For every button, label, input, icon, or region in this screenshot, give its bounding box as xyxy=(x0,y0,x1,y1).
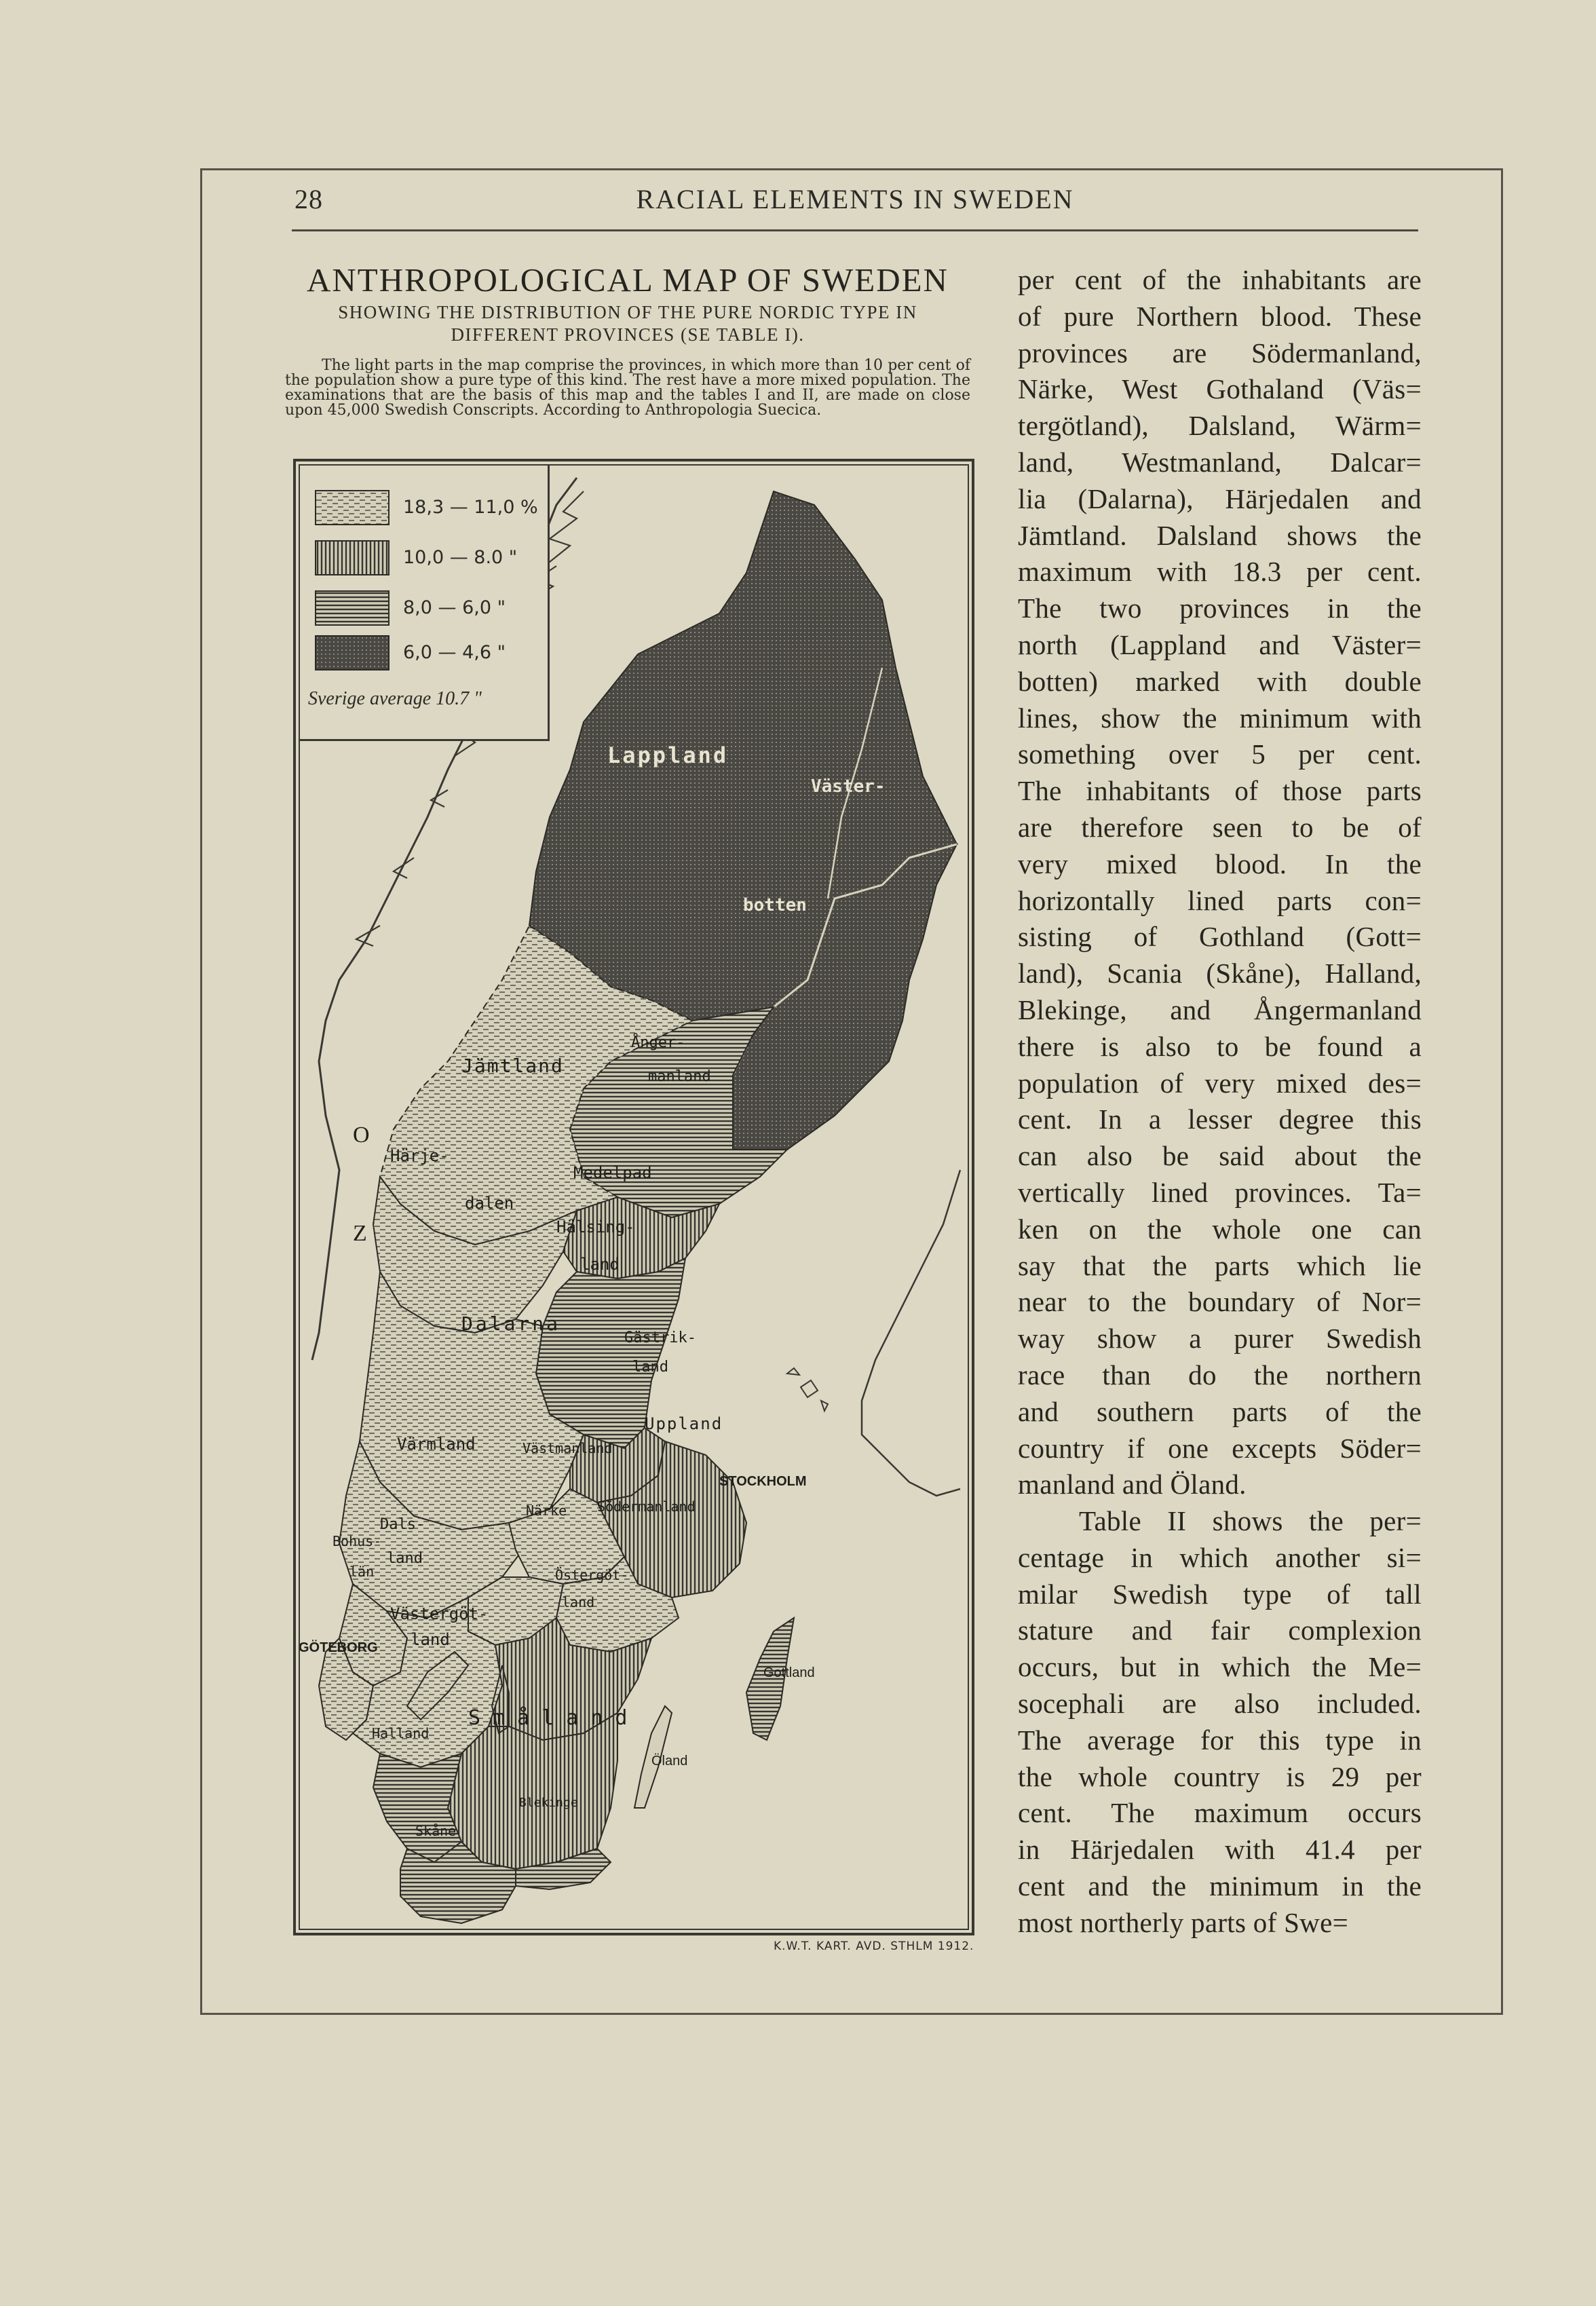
body-line: horizontally lined parts con= xyxy=(1018,884,1422,916)
label-lappland: Lappland xyxy=(607,742,729,768)
label-angerman-1: Ånger- xyxy=(631,1034,685,1051)
body-line: sisting of Gothland (Gott= xyxy=(1018,921,1422,953)
body-line: socephali are also included. xyxy=(1018,1688,1422,1720)
body-line: most northerly parts of Swe= xyxy=(1018,1906,1349,1938)
label-halsing: Hälsing- xyxy=(556,1217,635,1236)
label-stockholm: STOCKHOLM xyxy=(719,1474,807,1489)
label-gastrik: Gästrik- xyxy=(624,1329,696,1346)
body-line: lines, show the minimum with xyxy=(1018,702,1422,734)
body-line: cent and the minimum in the xyxy=(1018,1870,1422,1902)
body-line: lia (Dalarna), Härjedalen and xyxy=(1018,483,1422,514)
legend-label-1: 18,3 — 11,0 % xyxy=(403,497,538,518)
body-line: Table II shows the per= xyxy=(1079,1505,1422,1537)
map-note-text: The light parts in the map comprise the provinces, in which more than 10 per cent of the population show a pure type of this kind. The rest have a more mixed population. The examinations that are the basis of this map and the tables I and II, are made on close upon 45,000 Swedish Conscripts. According to Anthropologia Suecica. xyxy=(285,357,970,419)
legend-label-4: 6,0 — 4,6 " xyxy=(403,642,506,663)
frame-top-rule xyxy=(200,168,1503,170)
label-gottland: Gottland xyxy=(763,1665,815,1680)
label-blekinge: Blekinge xyxy=(519,1796,578,1810)
label-dals-land: land xyxy=(387,1550,423,1567)
label-gastrik-land: land xyxy=(632,1359,668,1376)
body-line: manland and Öland. xyxy=(1018,1469,1247,1500)
label-bohus-lan: län xyxy=(349,1564,375,1580)
body-line: occurs, but in which the Me= xyxy=(1018,1651,1422,1683)
body-line: say that the parts which lie xyxy=(1018,1249,1422,1281)
body-line: land, Westmanland, Dalcar= xyxy=(1018,446,1422,478)
label-sodermanland: Södermanland xyxy=(597,1498,696,1515)
label-narke: Närke xyxy=(526,1502,567,1519)
body-line: botten) marked with double xyxy=(1018,665,1422,697)
body-line: can also be said about the xyxy=(1018,1140,1422,1172)
label-smaland: Småland xyxy=(468,1706,640,1730)
body-line: Blekinge, and Ångermanland xyxy=(1018,994,1422,1025)
label-harje: Härje- xyxy=(390,1146,449,1165)
frame-bottom-rule xyxy=(200,2013,1503,2015)
body-line: there is also to be found a xyxy=(1018,1030,1422,1062)
label-halland: Halland xyxy=(372,1725,430,1741)
body-line: race than do the northern xyxy=(1018,1359,1422,1391)
body-line: stature and fair complexion xyxy=(1018,1614,1422,1646)
label-uppland: Uppland xyxy=(645,1414,723,1433)
body-line: in Härjedalen with 41.4 per xyxy=(1018,1834,1422,1866)
body-line: tergötland), Dalsland, Wärm= xyxy=(1018,410,1422,442)
body-line: near to the boundary of Nor= xyxy=(1018,1286,1422,1318)
body-line: milar Swedish type of tall xyxy=(1018,1578,1422,1610)
body-line: Närke, West Gothaland (Väs= xyxy=(1018,373,1422,405)
body-line: north (Lappland and Väster= xyxy=(1018,628,1422,660)
body-text xyxy=(1018,262,1422,1942)
map-subtitle xyxy=(285,301,970,346)
body-line: country if one excepts Söder= xyxy=(1018,1432,1422,1464)
label-botten: botten xyxy=(743,895,807,915)
body-line: per cent of the inhabitants are xyxy=(1018,264,1422,295)
label-ostergot-land: land xyxy=(562,1594,595,1610)
label-skane: Skåne xyxy=(415,1823,457,1839)
body-line: The two provinces in the xyxy=(1018,592,1422,624)
map-frame-inner xyxy=(299,464,969,1930)
page-header xyxy=(292,182,1418,231)
sea-letter-o: O xyxy=(353,1122,370,1148)
body-line: are therefore seen to be of xyxy=(1018,811,1422,843)
body-line: centage in which another si= xyxy=(1018,1541,1422,1573)
sea-letter-z: Z xyxy=(353,1221,367,1246)
body-line: The inhabitants of those parts xyxy=(1018,775,1422,807)
body-line: Jämtland. Dalsland shows the xyxy=(1018,519,1422,551)
label-angerman-2: manland xyxy=(648,1068,711,1085)
label-vaster: Väster- xyxy=(811,776,886,797)
legend-label-2: 10,0 — 8.0 " xyxy=(403,547,518,568)
legend-average: Sverige average 10.7 " xyxy=(308,688,482,709)
label-jamtland: Jämtland xyxy=(461,1055,564,1077)
body-line: the whole country is 29 per xyxy=(1018,1760,1422,1792)
label-vastergot: Västergöt- xyxy=(390,1604,489,1623)
body-line: of pure Northern blood. These xyxy=(1018,300,1422,332)
legend-label-3: 8,0 — 6,0 " xyxy=(403,597,506,618)
body-line: something over 5 per cent. xyxy=(1018,738,1422,770)
page-number: 28 xyxy=(294,184,323,214)
label-dalen: dalen xyxy=(465,1194,514,1213)
body-line: land), Scania (Skåne), Halland, xyxy=(1018,958,1422,989)
label-dals: Dals- xyxy=(380,1516,425,1533)
label-vastmanland: Västmanland xyxy=(522,1440,613,1456)
body-line: maximum with 18.3 per cent. xyxy=(1018,556,1422,588)
map-note xyxy=(285,358,970,418)
map-credit: K.W.T. KART. AVD. STHLM 1912. xyxy=(774,1940,974,1953)
body-line: vertically lined provinces. Ta= xyxy=(1018,1176,1422,1208)
body-line: provinces are Södermanland, xyxy=(1018,337,1422,368)
body-line: and southern parts of the xyxy=(1018,1395,1422,1427)
body-line: very mixed blood. In the xyxy=(1018,848,1422,880)
body-line: population of very mixed des= xyxy=(1018,1067,1422,1099)
running-head: RACIAL ELEMENTS IN SWEDEN xyxy=(636,184,1074,214)
map-title: ANTHROPOLOGICAL MAP OF SWEDEN xyxy=(307,261,949,299)
body-line: cent. The maximum occurs xyxy=(1018,1797,1422,1829)
map-subtitle-line-1: SHOWING THE DISTRIBUTION OF THE PURE NORDIC TYPE IN xyxy=(338,302,917,322)
body-line: cent. In a lesser degree this xyxy=(1018,1103,1422,1135)
label-bohus: Bohus- xyxy=(332,1533,382,1549)
label-halsing-land: land xyxy=(580,1255,620,1274)
label-vastergot-land: land xyxy=(411,1630,450,1649)
label-goteborg: GÖTEBORG xyxy=(299,1640,378,1655)
label-dalarna: Dalarna xyxy=(461,1312,561,1335)
label-varmland: Värmland xyxy=(397,1435,476,1454)
label-ostergot: Östergöt- xyxy=(555,1567,629,1583)
label-medelpad: Medelpad xyxy=(573,1163,652,1182)
map-subtitle-line-2: DIFFERENT PROVINCES (SE TABLE I). xyxy=(451,324,805,345)
label-oland: Öland xyxy=(651,1754,688,1769)
body-line: ken on the whole one can xyxy=(1018,1213,1422,1245)
body-line: way show a purer Swedish xyxy=(1018,1323,1422,1355)
body-line: The average for this type in xyxy=(1018,1724,1422,1756)
